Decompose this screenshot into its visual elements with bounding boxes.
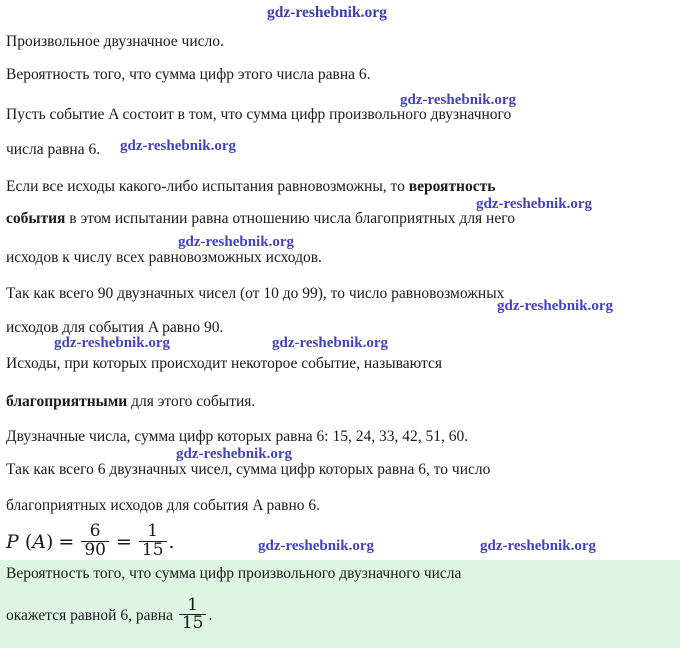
text-line-5-bold: вероятность (408, 178, 496, 195)
watermark-3: gdz-reshebnik.org (120, 138, 236, 154)
text-line-11-normal: для этого события. (127, 393, 256, 410)
formula-fraction-2-denominator: 15 (139, 541, 167, 560)
formula-open-paren: ( (18, 531, 33, 554)
formula-close-paren: ) (45, 531, 54, 554)
answer-line-1: Вероятность того, что сумма цифр произвольного двузначного числа (6, 565, 462, 582)
text-line-12: Двузначные числа, сумма цифр которых равна 6: 15, 24, 33, 42, 51, 60. (6, 428, 469, 445)
text-line-7: исходов к числу всех равновозможных исходов. (6, 249, 322, 266)
answer-line-2 (6, 594, 676, 635)
answer-fraction-numerator: 1 (187, 594, 199, 615)
formula-a: A (32, 531, 46, 554)
text-line-1: Произвольное двузначное число. (6, 33, 224, 50)
text-line-6-normal: в этом испытании равна отношению числа благоприятных для него (65, 210, 515, 227)
formula-fraction-2 (139, 523, 167, 560)
formula-fraction-2-numerator: 1 (147, 521, 159, 541)
answer-fraction-denominator: 15 (179, 614, 207, 633)
formula-p: P (6, 531, 19, 554)
text-line-6-bold: события (6, 210, 66, 227)
text-line-10: Исходы, при которых происходит некоторое событие, называются (6, 355, 442, 372)
text-line-11-bold: благоприятными (6, 393, 128, 410)
text-line-11 (6, 394, 255, 410)
formula-fraction-1-denominator: 90 (81, 541, 109, 560)
watermark-1: gdz-reshebnik.org (267, 4, 387, 21)
watermark-6: gdz-reshebnik.org (497, 298, 613, 314)
watermark-8: gdz-reshebnik.org (272, 335, 388, 351)
text-line-3: Пусть событие A состоит в том, что сумма цифр произвольного двузначного (6, 106, 512, 123)
watermark-9: gdz-reshebnik.org (176, 446, 292, 462)
watermark-7: gdz-reshebnik.org (54, 335, 170, 351)
formula-equals-2: = (115, 531, 132, 554)
watermark-4: gdz-reshebnik.org (476, 196, 592, 212)
text-line-9: исходов для события A равно 90. (6, 319, 224, 336)
formula-equals-1: = (58, 531, 75, 554)
probability-formula (6, 521, 175, 561)
text-line-14: благоприятных исходов для события A равно 6. (6, 497, 321, 514)
watermark-11: gdz-reshebnik.org (480, 538, 596, 554)
watermark-5: gdz-reshebnik.org (178, 234, 294, 250)
answer-block (6, 566, 676, 634)
text-line-8: Так как всего 90 двузначных чисел (от 10 до 99), то число равновозможных (6, 285, 505, 302)
answer-line-2-suffix: . (208, 606, 213, 624)
watermark-10: gdz-reshebnik.org (258, 538, 374, 554)
answer-line-2-prefix: окажется равной 6, равна (6, 606, 177, 624)
answer-fraction (179, 594, 207, 634)
text-line-5-normal: Если все исходы какого-либо испытания равновозможны, то (6, 178, 409, 195)
formula-fraction-1-numerator: 6 (89, 521, 101, 541)
text-line-4: числа равна 6. (6, 141, 101, 158)
text-line-13: Так как всего 6 двузначных чисел, сумма цифр которых равна 6, то число (6, 461, 491, 478)
text-line-2: Вероятность того, что сумма цифр этого числа равна 6. (6, 66, 371, 83)
text-line-5 (6, 179, 495, 195)
watermark-2: gdz-reshebnik.org (400, 92, 516, 108)
formula-fraction-1 (81, 523, 109, 560)
text-line-6 (6, 211, 515, 227)
formula-period: . (168, 531, 175, 554)
